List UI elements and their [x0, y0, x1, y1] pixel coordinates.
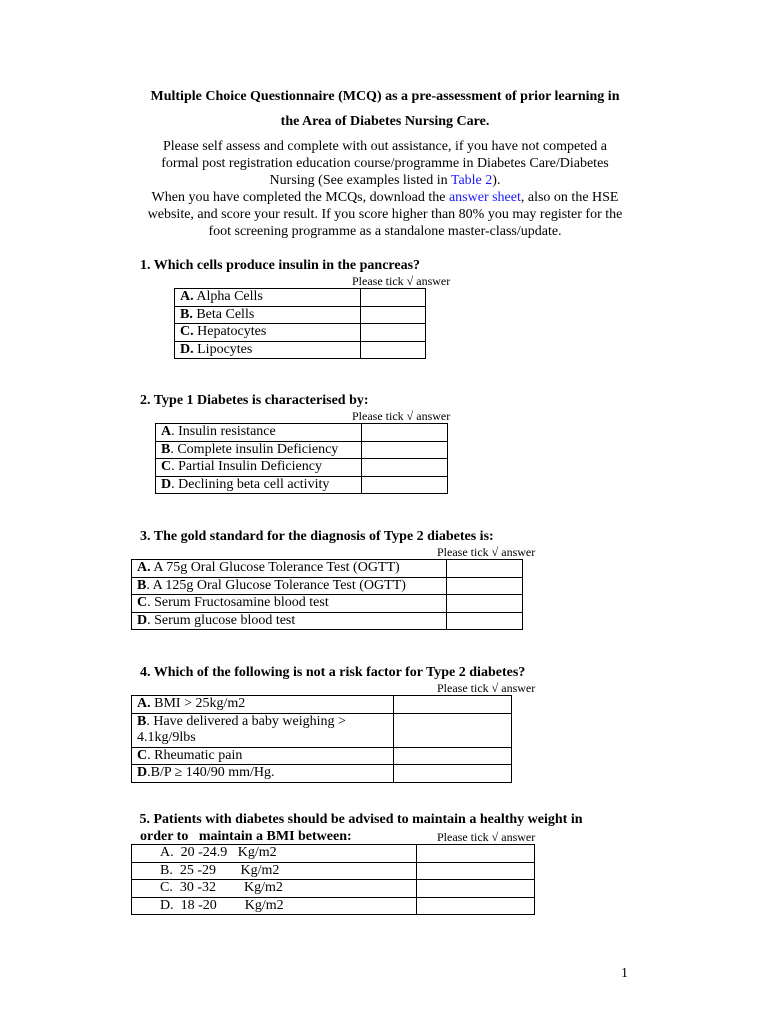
option-a-tick-box[interactable] [362, 424, 448, 442]
intro-text: , also on the HSE [520, 190, 619, 205]
option-d-tick-box[interactable] [362, 476, 448, 494]
table-row [132, 595, 523, 613]
option-c-tick-box[interactable] [447, 595, 523, 613]
option-b-label: B. A 125g Oral Glucose Tolerance Test (OGTT) [132, 577, 447, 595]
question-3-text: 3. The gold standard for the diagnosis of Type 2 diabetes is: [140, 529, 494, 544]
question-4-options-table [131, 695, 512, 783]
option-c-label: C. Rheumatic pain [132, 747, 394, 765]
option-a-tick-box[interactable] [361, 289, 426, 307]
option-a-label: A. Alpha Cells [175, 289, 361, 307]
intro-line-2: formal post registration education course/programme in Diabetes Care/Diabetes [161, 156, 609, 171]
question-3-tick-label: Please tick √ answer [437, 545, 536, 559]
option-c-tick-box[interactable] [362, 459, 448, 477]
question-2-text: 2. Type 1 Diabetes is characterised by: [140, 393, 369, 408]
option-a-tick-box[interactable] [394, 696, 512, 714]
option-c-tick-box[interactable] [394, 747, 512, 765]
question-2-options-table [155, 423, 448, 494]
table-row [132, 713, 512, 747]
table-row [132, 577, 523, 595]
table-row [132, 897, 535, 915]
option-b-label: B. Have delivered a baby weighing > 4.1kg/9lbs [132, 713, 394, 747]
question-5-text-line-1: 5. Patients with diabetes should be advised to maintain a healthy weight in [136, 812, 583, 827]
intro-line-3 [0, 173, 770, 189]
table-row [132, 747, 512, 765]
intro-text: Nursing (See examples listed in [269, 173, 451, 188]
option-d-tick-box[interactable] [394, 765, 512, 783]
intro-line-6: foot screening programme as a standalone master-class/update. [208, 224, 562, 239]
title-line-2: the Area of Diabetes Nursing Care. [280, 114, 490, 129]
question-4-tick-label: Please tick √ answer [437, 681, 536, 695]
table-row [175, 306, 426, 324]
table-row [132, 880, 535, 898]
table-row [156, 441, 448, 459]
table-row [175, 341, 426, 359]
table-row [132, 845, 535, 863]
option-a-tick-box[interactable] [417, 845, 535, 863]
table-row [132, 765, 512, 783]
intro-line-5: website, and score your result. If you score higher than 80% you may register for the [147, 207, 623, 222]
answer-sheet-link[interactable]: answer sheet [448, 190, 521, 205]
option-c-label: C. Partial Insulin Deficiency [156, 459, 362, 477]
table-2-link[interactable]: Table 2 [450, 173, 493, 188]
title-line-1: Multiple Choice Questionnaire (MCQ) as a pre-assessment of prior learning in [150, 89, 620, 104]
option-a-label: A. BMI > 25kg/m2 [132, 696, 394, 714]
question-1-options-table [174, 288, 426, 359]
table-row [156, 476, 448, 494]
option-d-tick-box[interactable] [447, 612, 523, 630]
option-b-tick-box[interactable] [417, 862, 535, 880]
option-c-tick-box[interactable] [361, 324, 426, 342]
table-row [132, 696, 512, 714]
option-d-label: D.B/P ≥ 140/90 mm/Hg. [132, 765, 394, 783]
option-b-label: B. Complete insulin Deficiency [156, 441, 362, 459]
option-b-tick-box[interactable] [361, 306, 426, 324]
intro-text: ). [492, 173, 501, 188]
intro-line-1: Please self assess and complete with out assistance, if you have not competed a [163, 139, 607, 154]
question-4-text: 4. Which of the following is not a risk factor for Type 2 diabetes? [140, 665, 526, 680]
option-d-label: D. Lipocytes [175, 341, 361, 359]
option-d-tick-box[interactable] [417, 897, 535, 915]
option-a-label: A. 20 -24.9 Kg/m2 [132, 845, 417, 863]
table-row [132, 862, 535, 880]
option-b-tick-box[interactable] [447, 577, 523, 595]
option-a-label: A. A 75g Oral Glucose Tolerance Test (OGTT) [132, 560, 447, 578]
option-c-label: C. 30 -32 Kg/m2 [132, 880, 417, 898]
option-b-label: B. 25 -29 Kg/m2 [132, 862, 417, 880]
option-c-tick-box[interactable] [417, 880, 535, 898]
option-b-tick-box[interactable] [394, 713, 512, 747]
option-d-label: D. 18 -20 Kg/m2 [132, 897, 417, 915]
page-number: 1 [621, 966, 628, 981]
option-a-tick-box[interactable] [447, 560, 523, 578]
intro-line-4 [0, 190, 770, 206]
intro-text: When you have completed the MCQs, download the [151, 190, 449, 205]
option-d-tick-box[interactable] [361, 341, 426, 359]
table-row [175, 289, 426, 307]
table-row [175, 324, 426, 342]
option-a-label: A. Insulin resistance [156, 424, 362, 442]
question-1-tick-label: Please tick √ answer [352, 274, 451, 288]
question-3-options-table [131, 559, 523, 630]
table-row [156, 424, 448, 442]
table-row [132, 560, 523, 578]
table-row [156, 459, 448, 477]
option-d-label: D. Serum glucose blood test [132, 612, 447, 630]
option-c-label: C. Hepatocytes [175, 324, 361, 342]
question-5-tick-label: Please tick √ answer [437, 830, 536, 844]
option-b-tick-box[interactable] [362, 441, 448, 459]
question-1-text: 1. Which cells produce insulin in the pancreas? [140, 258, 421, 273]
question-5-text-line-2: order to maintain a BMI between: [140, 829, 352, 844]
table-row [132, 612, 523, 630]
question-2-tick-label: Please tick √ answer [352, 409, 451, 423]
option-c-label: C. Serum Fructosamine blood test [132, 595, 447, 613]
option-b-label: B. Beta Cells [175, 306, 361, 324]
question-5-options-table [131, 844, 535, 915]
option-d-label: D. Declining beta cell activity [156, 476, 362, 494]
